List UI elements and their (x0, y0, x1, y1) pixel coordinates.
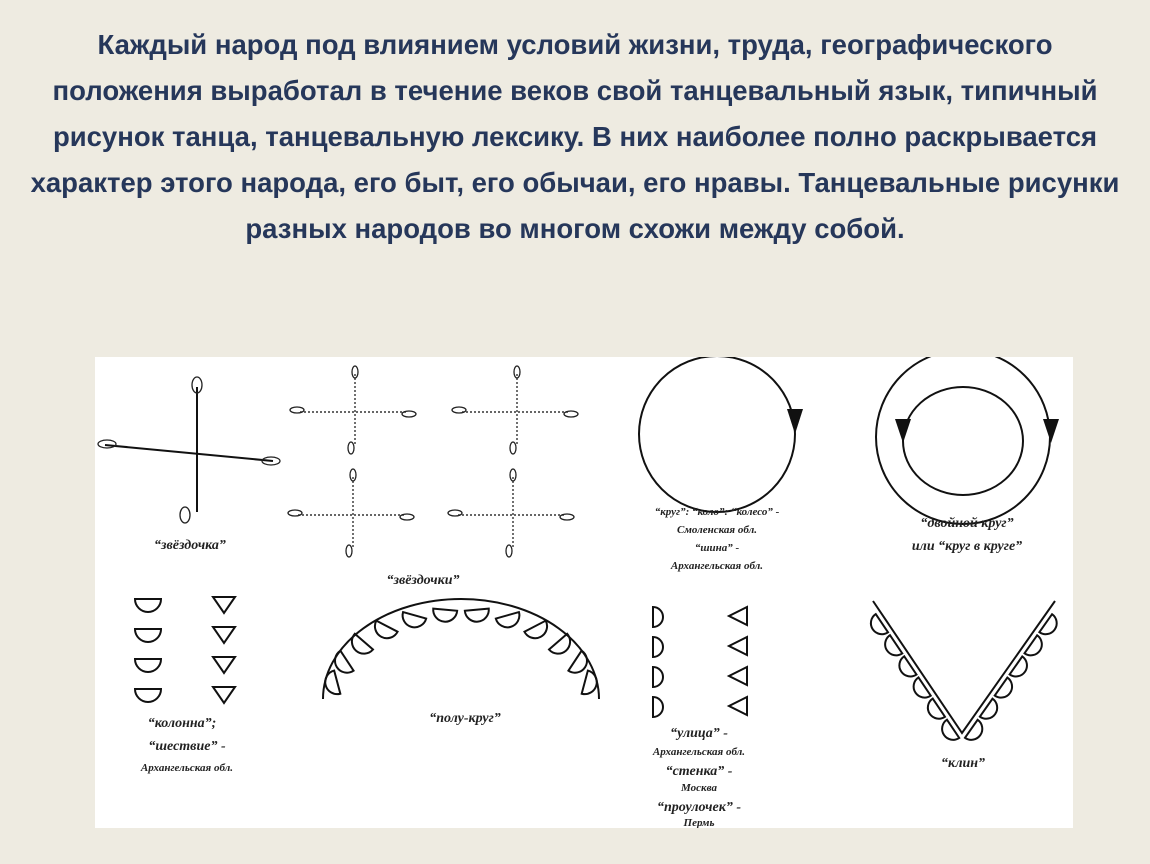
semicircle-dancer (582, 671, 600, 697)
caption-circle-3: “шина” - (694, 542, 740, 554)
semicircle-dancer (524, 621, 551, 643)
caption-street-6: Пермь (683, 817, 715, 828)
semicircle-pattern (323, 599, 600, 699)
caption-double-1: “двойной круг” (920, 516, 1014, 531)
semicircle-dancer (400, 612, 426, 630)
double-circle-pattern (876, 357, 1059, 524)
caption-stars: “звёздочки” (386, 573, 460, 588)
semicircle-dancer (465, 609, 490, 623)
star-pattern (98, 377, 280, 523)
caption-circle-1: “круг”: “коло”: “колесо” - (654, 506, 780, 518)
caption-circle-2: Смоленская обл. (677, 524, 757, 536)
caption-wedge: “клин” (940, 756, 986, 771)
caption-column-2: “шествие” - (148, 739, 226, 754)
caption-circle-4: Архангельская обл. (670, 560, 764, 572)
semicircle-dancer (371, 621, 398, 643)
caption-semicircle: “полу-круг” (429, 711, 501, 726)
circle-pattern (639, 357, 803, 512)
caption-street-1: “улица” - (670, 726, 728, 741)
semicircle-dancer (496, 612, 522, 630)
semicircle-dancer (432, 609, 457, 623)
slide-paragraph: Каждый народ под влиянием условий жизни, труда, географического положения выработал в течение веков свой танцевальный язык, типичный рисунок танца, танцевальную лексику. В них наиболее полно раскрывается характер этого народа, его быт, его обычаи, его нравы. Танцевальные рисунки разных народов во многом схожи между собой. (30, 29, 1120, 244)
dance-patterns-figure (95, 357, 1073, 828)
caption-column-1: “колонна”; (147, 716, 217, 731)
caption-column-3: Архангельская обл. (140, 762, 234, 774)
column-pattern (135, 597, 235, 703)
wedge-pattern (867, 601, 1061, 744)
caption-street-3: “стенка” - (665, 764, 733, 779)
caption-double-2: или “круг в круге” (911, 539, 1023, 554)
stars-pattern (288, 366, 578, 557)
street-pattern (653, 607, 747, 717)
caption-street-2: Архангельская обл. (652, 746, 746, 758)
semicircle-dancer (323, 671, 341, 697)
caption-star: “звёздочка” (154, 538, 226, 553)
caption-street-4: Москва (681, 782, 717, 794)
caption-street-5: “проулочек” - (657, 800, 741, 815)
